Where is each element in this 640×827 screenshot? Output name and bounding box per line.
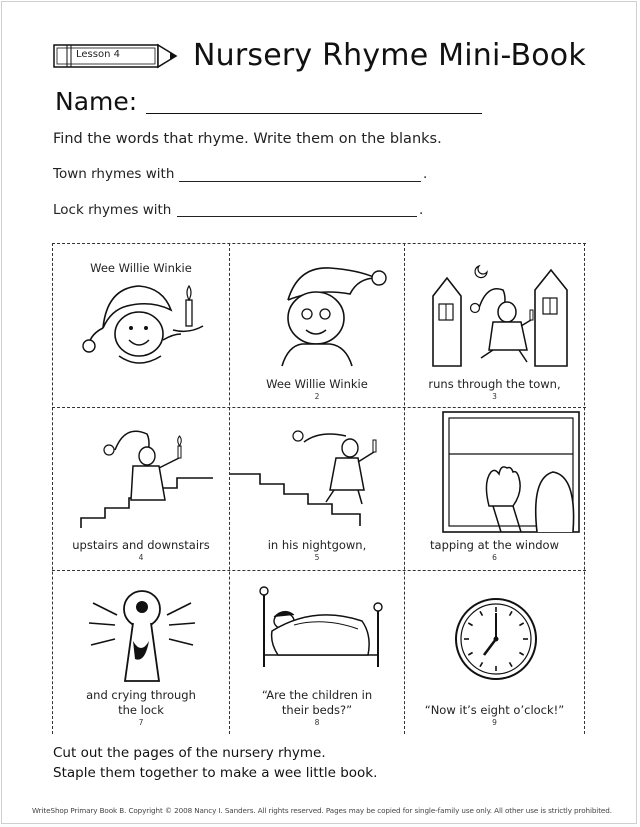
panel-caption: upstairs and downstairs — [72, 538, 210, 552]
mini-book-page-3 — [405, 244, 584, 407]
lock-rhyme-period: . — [419, 202, 424, 218]
page-title: Nursery Rhyme Mini-Book — [193, 38, 586, 73]
climbing-stairs-icon — [75, 420, 215, 530]
mini-book-page-6 — [405, 408, 584, 570]
keyhole-icon — [87, 581, 197, 685]
mini-book-grid — [52, 243, 588, 736]
staple-instruction: Staple them together to make a wee little book. — [53, 765, 378, 781]
mini-book-page-5 — [230, 408, 404, 570]
panel-caption: “Are the children in — [261, 688, 373, 702]
town-rhyme-blank[interactable] — [179, 181, 421, 182]
page-number: 3 — [492, 392, 497, 401]
copyright-notice: WriteShop Primary Book B. Copyright © 2008 Nancy I. Sanders. All rights reserved. Pages may be copied for single-family use only. All other use is strictly prohibited. — [32, 806, 612, 815]
clock-icon — [454, 597, 538, 681]
panel-caption: tapping at the window — [430, 538, 559, 552]
stairs-with-candle-icon — [230, 418, 380, 530]
mini-book-page-8 — [230, 571, 404, 734]
instruction-text: Find the words that rhyme. Write them on the blanks. — [53, 131, 442, 147]
running-through-town-icon — [423, 258, 573, 370]
rhyme-prompt-town: Town rhymes with — [53, 166, 175, 182]
page-number: 8 — [314, 718, 320, 727]
page-number: 7 — [138, 718, 144, 727]
mini-book-page-4 — [53, 408, 229, 570]
cut-out-instruction: Cut out the pages of the nursery rhyme. — [53, 745, 326, 761]
mini-book-page-1 — [53, 244, 229, 407]
panel-caption: Wee Willie Winkie — [266, 377, 368, 391]
cut-line — [584, 243, 585, 734]
child-in-bed-icon — [254, 581, 388, 671]
page-number: 5 — [314, 553, 320, 562]
lock-rhyme-blank[interactable] — [177, 216, 417, 217]
panel-caption: the lock — [118, 703, 164, 717]
cover-boy-with-candle-icon — [81, 278, 205, 370]
panel-caption: and crying through — [86, 688, 196, 702]
panel-caption: “Now it’s eight o’clock!” — [424, 703, 565, 717]
boy-in-nightcap-icon — [258, 258, 384, 368]
page-number: 4 — [138, 553, 144, 562]
panel-caption: in his nightgown, — [267, 538, 367, 552]
lesson-label: Lesson 4 — [76, 49, 120, 60]
panel-caption: their beds?” — [281, 703, 353, 717]
page-number: 2 — [314, 392, 320, 401]
mini-book-page-9 — [405, 571, 584, 734]
name-label: Name: — [55, 87, 138, 116]
name-field-line[interactable] — [146, 113, 482, 114]
panel-caption: runs through the town, — [428, 377, 561, 391]
rhyme-prompt-lock: Lock rhymes with — [53, 202, 172, 218]
hand-tapping-window-icon — [441, 410, 581, 534]
page-number: 6 — [492, 553, 497, 562]
panel-caption: Wee Willie Winkie — [90, 261, 192, 275]
mini-book-page-7 — [53, 571, 229, 734]
page-number: 9 — [492, 718, 497, 727]
mini-book-page-2 — [230, 244, 404, 407]
town-rhyme-period: . — [423, 166, 428, 182]
